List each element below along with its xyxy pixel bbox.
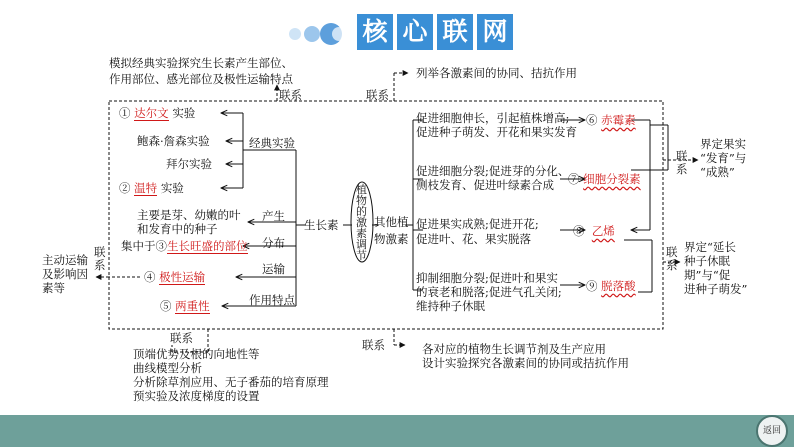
bottom-right-note-2: 设计实验探究各激素间的协同或拮抗作用	[422, 356, 629, 370]
link-label-right-2: 联系	[666, 245, 678, 272]
center-label: 植物的激素调节	[356, 183, 367, 262]
header-char-2: 心	[397, 14, 433, 50]
link-label-bottom-right: 联系	[362, 338, 385, 352]
right-note2-4: 进种子萌发”	[684, 282, 748, 296]
right-note2-2: 种子休眠	[684, 254, 730, 268]
right-note2-1: 界定“延长	[684, 240, 736, 254]
hormone-4-name: ⑨ 脱落酸	[586, 279, 636, 293]
hormone-1-line1: 促进细胞伸长，引起植株增高;	[416, 111, 570, 125]
link-label-bottom-left: 联系	[170, 331, 193, 345]
main-produce-line2: 和发育中的种子	[137, 222, 218, 236]
hormone-4-line2: 的衰老和脱落;促进气孔关闭;	[416, 285, 562, 299]
top-left-note-line2: 作用部位、感光部位及极性运输特点	[109, 72, 293, 86]
left-note-3: 素等	[42, 281, 65, 295]
hormone-1-name: ⑥ 赤霉素	[586, 113, 636, 127]
hormone-2-line1: 促进细胞分裂;促进芽的分化、	[416, 164, 570, 178]
bottom-bar	[0, 415, 794, 447]
distribute-label: 分布	[262, 236, 285, 250]
top-right-note: 列举各激素间的协同、拮抗作用	[416, 66, 577, 80]
main-produce-line1: 主要是芽、幼嫩的叶	[137, 208, 241, 222]
produce-label: 产生	[262, 209, 285, 223]
item4: ④ 极性运输	[144, 270, 206, 284]
bottom-left-note-3: 分析除草剂应用、无子番茄的培育原理	[133, 375, 329, 389]
exp4: ② 温特 实验	[119, 181, 184, 195]
link-label-top-right: 联系	[366, 88, 389, 102]
right-note1-1: 界定果实	[700, 137, 746, 151]
left-note-2: 及影响因	[42, 267, 88, 281]
right-note2-3: 期”与“促	[684, 268, 731, 282]
bottom-left-note-2: 曲线模型分析	[133, 361, 202, 375]
header-char-4: 网	[477, 14, 513, 50]
left-note-1: 主动运输	[42, 253, 88, 267]
item5: ⑤ 两重性	[160, 299, 210, 313]
hormone-2-name: ⑦ 细胞分裂素	[568, 172, 641, 186]
exp2: 鲍森·詹森实验	[137, 134, 210, 148]
classic-exp-label: 经典实验	[249, 136, 295, 150]
hormone-3-line1: 促进果实成熟;促进开花;	[416, 217, 539, 231]
transport-label: 运输	[262, 262, 285, 276]
hormone-2-line2: 侧枝发育、促进叶绿素合成	[416, 178, 554, 192]
right-note1-3: “成熟”	[700, 165, 735, 179]
bottom-left-note-4: 预实验及浓度梯度的设置	[133, 389, 260, 403]
auxin-label: 生长素	[304, 218, 339, 232]
link-label-top-left: 联系	[279, 88, 302, 102]
concentration: 集中于③生长旺盛的部位	[121, 239, 248, 253]
link-label-left: 联系	[94, 245, 106, 272]
right-note1-2: “发育”与	[700, 151, 747, 165]
bottom-left-note-1: 顶端优势及根的向地性等	[133, 347, 260, 361]
exp3: 拜尔实验	[166, 157, 212, 171]
hormone-1-line2: 促进种子萌发、开花和果实发育	[416, 125, 577, 139]
link-label-right-1: 联系	[676, 149, 688, 176]
back-button[interactable]: 返回	[756, 415, 788, 447]
top-left-note-line1: 模拟经典实验探究生长素产生部位、	[109, 56, 293, 70]
exp1: ① 达尔文 实验	[119, 106, 196, 120]
header-char-1: 核	[357, 14, 393, 50]
header-decoration	[289, 23, 346, 45]
hormone-3-line2: 促进叶、花、果实脱落	[416, 232, 531, 246]
feature-label: 作用特点	[249, 293, 295, 307]
header-char-3: 联	[437, 14, 473, 50]
hormone-4-line1: 抑制细胞分裂;促进叶和果实	[416, 271, 558, 285]
other-hormones-label: 其他植物激素	[374, 215, 409, 246]
hormone-4-line3: 维持种子休眠	[416, 299, 485, 313]
hormone-3-name: ⑧ 乙烯	[573, 224, 615, 238]
bottom-right-note-1: 各对应的植物生长调节剂及生产应用	[422, 342, 606, 356]
